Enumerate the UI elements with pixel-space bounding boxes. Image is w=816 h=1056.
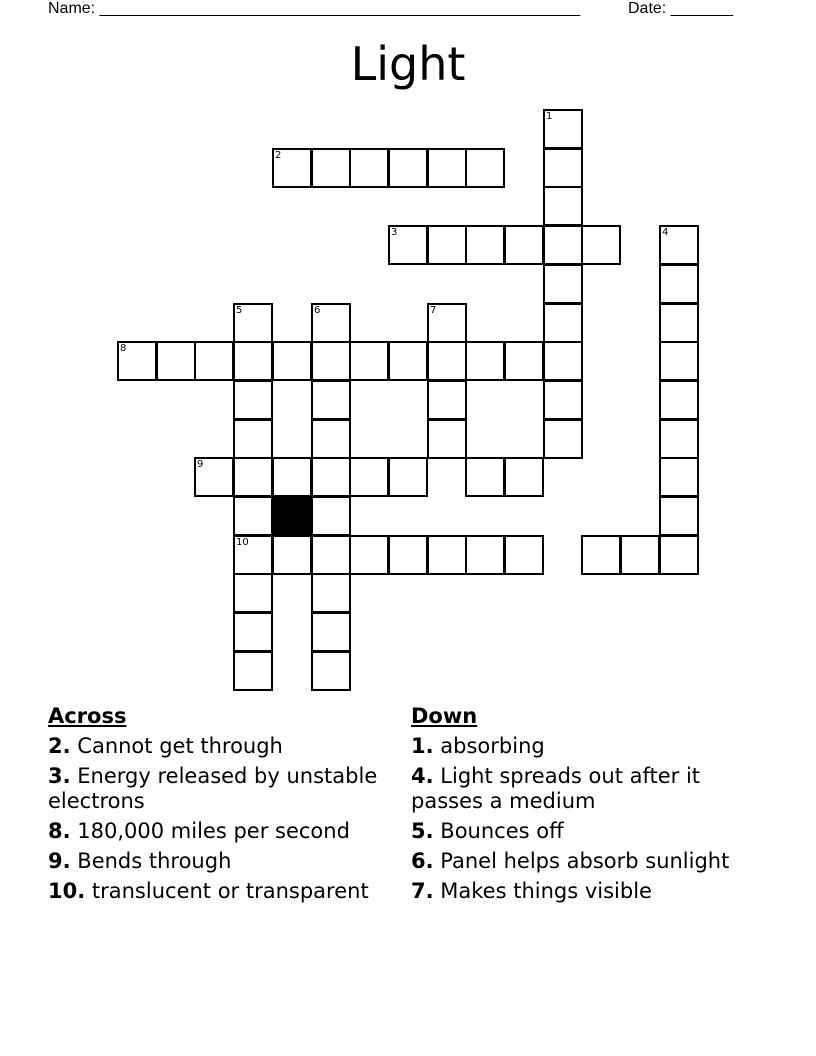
clue-across-2 [48,734,388,759]
grid-cell[interactable] [233,419,273,459]
grid-cell[interactable] [427,148,467,188]
grid-cell[interactable] [311,303,351,343]
grid-cell[interactable] [311,419,351,459]
clue-down-4 [411,764,771,814]
grid-cell[interactable] [465,535,505,575]
grid-cell[interactable] [233,303,273,343]
grid-cell[interactable] [427,419,467,459]
clue-across-9 [48,849,388,874]
clue-down-1 [411,734,771,759]
clue-number: 2. [48,734,71,758]
page-title: Light [350,37,466,91]
grid-cell[interactable] [427,380,467,420]
grid-cell[interactable] [156,341,196,381]
grid-cell[interactable] [543,148,583,188]
grid-cell[interactable] [504,457,544,497]
grid-cell[interactable] [311,341,351,381]
grid-cell[interactable] [581,535,621,575]
down-clues [411,704,771,909]
grid-cell[interactable] [504,535,544,575]
name-field-label: Name: ______________________________________________________ [48,0,581,17]
grid-cell[interactable] [117,341,157,381]
grid-cell[interactable] [194,341,234,381]
grid-cell[interactable] [659,535,699,575]
grid-cell[interactable] [427,303,467,343]
grid-cell[interactable] [311,457,351,497]
grid-cell[interactable] [465,341,505,381]
grid-cell[interactable] [659,419,699,459]
clue-down-7 [411,879,771,904]
clue-number-label: 10 [236,537,249,548]
grid-cell[interactable] [349,341,389,381]
clue-number: 7. [411,879,434,903]
clue-text: Energy released by unstable electrons [48,764,378,813]
clue-text: Panel helps absorb sunlight [440,849,730,873]
clue-text: Light spreads out after it passes a medium [411,764,701,813]
grid-cell[interactable] [543,303,583,343]
grid-cell[interactable] [311,535,351,575]
clue-across-8 [48,819,388,844]
clue-text: 180,000 miles per second [77,819,350,843]
clue-number: 8. [48,819,71,843]
across-clues [48,704,388,909]
grid-cell[interactable] [543,419,583,459]
grid-cell[interactable] [581,225,621,265]
clue-text: translucent or transparent [91,879,369,903]
grid-cell[interactable] [272,457,312,497]
grid-cell[interactable] [388,535,428,575]
grid-cell[interactable] [272,535,312,575]
grid-cell[interactable] [465,225,505,265]
clue-text: Cannot get through [77,734,283,758]
grid-cell[interactable] [194,457,234,497]
grid-cell[interactable] [233,380,273,420]
grid-cell[interactable] [659,496,699,536]
date-field-label: Date: _______ [628,0,733,17]
grid-cell[interactable] [388,148,428,188]
grid-cell[interactable] [465,457,505,497]
across-heading: Across [48,704,127,728]
clue-number-label: 3 [391,227,398,238]
grid-cell[interactable] [233,341,273,381]
clue-number-label: 2 [275,150,282,161]
grid-cell[interactable] [388,225,428,265]
grid-cell[interactable] [349,148,389,188]
grid-cell[interactable] [272,148,312,188]
clue-text: absorbing [440,734,545,758]
grid-cell[interactable] [659,380,699,420]
grid-cell[interactable] [659,264,699,304]
clue-number-label: 9 [197,459,204,470]
grid-cell[interactable] [543,186,583,226]
clue-number: 4. [411,764,434,788]
grid-cell[interactable] [233,651,273,691]
grid-cell[interactable] [427,535,467,575]
grid-cell[interactable] [465,148,505,188]
grid-cell[interactable] [659,303,699,343]
grid-cell[interactable] [504,341,544,381]
clue-text: Bounces off [440,819,564,843]
grid-cell[interactable] [233,457,273,497]
grid-cell[interactable] [388,457,428,497]
grid-cell[interactable] [659,457,699,497]
grid-cell[interactable] [543,264,583,304]
grid-cell[interactable] [543,380,583,420]
grid-cell[interactable] [620,535,660,575]
clue-number: 3. [48,764,71,788]
clue-number-label: 8 [120,343,127,354]
grid-cell[interactable] [233,496,273,536]
grid-cell[interactable] [311,148,351,188]
grid-cell[interactable] [311,380,351,420]
clue-number: 6. [411,849,434,873]
grid-cell[interactable] [427,341,467,381]
clue-number: 1. [411,734,434,758]
clue-number-label: 4 [662,227,669,238]
grid-cell[interactable] [233,535,273,575]
clue-number-label: 1 [546,111,553,122]
clue-number: 10. [48,879,86,903]
grid-cell[interactable] [233,612,273,652]
grid-cell[interactable] [272,341,312,381]
clue-number: 9. [48,849,71,873]
clue-number-label: 6 [314,305,321,316]
grid-cell[interactable] [543,109,583,149]
clue-down-5 [411,819,771,844]
grid-cell[interactable] [311,612,351,652]
clue-number-label: 5 [236,305,243,316]
clue-number: 5. [411,819,434,843]
grid-cell[interactable] [543,225,583,265]
grid-cell[interactable] [349,457,389,497]
clue-text: Bends through [77,849,232,873]
black-square [272,496,312,536]
clue-number-label: 7 [430,305,437,316]
grid-cell[interactable] [388,341,428,381]
grid-cell[interactable] [427,225,467,265]
grid-cell[interactable] [311,651,351,691]
grid-cell[interactable] [543,341,583,381]
grid-cell[interactable] [504,225,544,265]
grid-cell[interactable] [659,341,699,381]
grid-cell[interactable] [233,573,273,613]
grid-cell[interactable] [659,225,699,265]
grid-cell[interactable] [311,496,351,536]
clue-down-6 [411,849,771,874]
grid-cell[interactable] [311,573,351,613]
down-heading: Down [411,704,478,728]
clue-text: Makes things visible [440,879,652,903]
grid-cell[interactable] [349,535,389,575]
clue-across-10 [48,879,388,904]
clue-across-3 [48,764,388,814]
